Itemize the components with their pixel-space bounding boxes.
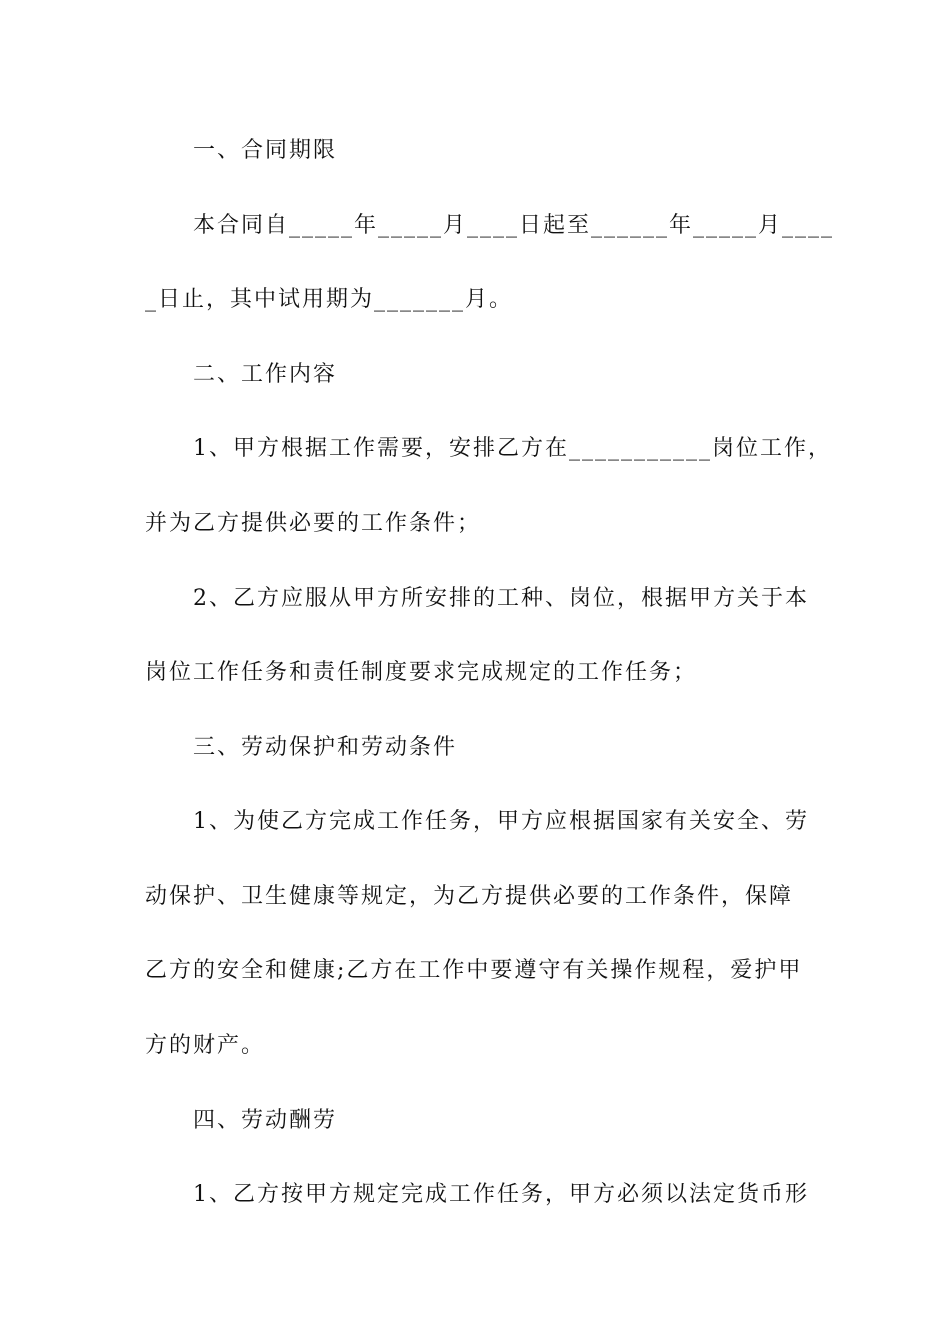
section-heading-labor-protection: 三、劳动保护和劳动条件 — [193, 735, 458, 760]
paragraph-line: 动保护、卫生健康等规定，为乙方提供必要的工作条件，保障 — [145, 884, 794, 909]
paragraph-line: 方的财产。 — [145, 1033, 266, 1058]
paragraph-line: 岗位工作任务和责任制度要求完成规定的工作任务； — [145, 660, 698, 685]
paragraph-line: 1、甲方根据工作需要，安排乙方在___________岗位工作， — [193, 436, 832, 461]
paragraph-line: 本合同自_____年_____月____日起至______年_____月____ — [193, 213, 835, 238]
paragraph-line: 1、乙方按甲方规定完成工作任务，甲方必须以法定货币形 — [193, 1182, 809, 1207]
paragraph-line: 2、乙方应服从甲方所安排的工种、岗位，根据甲方关于本 — [193, 586, 809, 611]
section-heading-work-content: 二、工作内容 — [193, 362, 338, 387]
paragraph-line: 1、为使乙方完成工作任务，甲方应根据国家有关安全、劳 — [193, 809, 809, 834]
paragraph-line: 乙方的安全和健康;乙方在工作中要遵守有关操作规程，爱护甲 — [145, 958, 803, 983]
section-heading-contract-term: 一、合同期限 — [193, 138, 338, 163]
section-heading-labor-remuneration: 四、劳动酬劳 — [193, 1108, 338, 1133]
paragraph-line: _日止，其中试用期为_______月。 — [145, 287, 514, 312]
paragraph-line: 并为乙方提供必要的工作条件； — [145, 511, 482, 536]
